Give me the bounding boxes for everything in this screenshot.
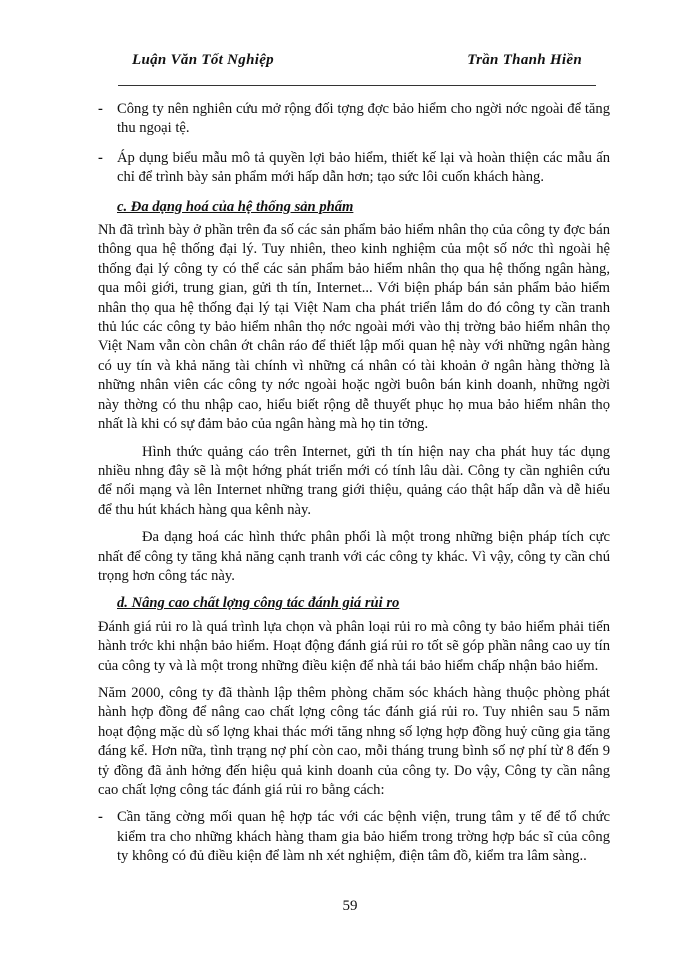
paragraph: Hình thức quảng cáo trên Internet, gửi th tín hiện nay cha phát huy tác dụng nhiều nhng đây sẽ là một hớng phát triển mới có tính lâu dài. Công ty cần nghiên cứu để nối mạng và lên Internet những trang giới thiệu, quảng cáo thật hấp dẫn và dễ hiểu để thu hút khách hàng qua kênh này.	[98, 443, 610, 518]
header-author-name: Trần Thanh Hiền	[467, 52, 582, 68]
paragraph: Đa dạng hoá các hình thức phân phối là một trong những biện pháp tích cực nhất để công ty tăng khả năng cạnh tranh với các công ty khác. Vì vậy, công ty cần chú trọng hơn công tác này.	[98, 529, 610, 584]
page-body	[98, 100, 610, 877]
bullet-text: Công ty nên nghiên cứu mở rộng đối tợng đợc bảo hiểm cho ngời nớc ngoài để tăng thu ngoại tệ.	[117, 101, 610, 137]
header-divider	[118, 85, 596, 86]
paragraph: Năm 2000, công ty đã thành lập thêm phòng chăm sóc khách hàng thuộc phòng phát hành hợp đồng để nâng cao chất lợng công tác đánh giá rủi ro. Tuy nhiên sau 5 năm hoạt động mặc dù số lợng khai thác mới tăng nhng số lợng hợp đồng huỷ cũng gia tăng đáng kể. Hơn nữa, tình trạng nợ phí còn cao, mỗi tháng trung bình số nợ phí từ 8 đến 9 tỷ đồng đã ảnh hởng đến hiệu quả kinh doanh của công ty. Do vậy, Công ty cần nâng cao chất lợng công tác đánh giá rủi ro bằng cách:	[98, 684, 610, 798]
section-heading-c: c. Đa dạng hoá của hệ thống sản phẩm	[117, 198, 354, 215]
page-header	[118, 52, 596, 78]
paragraph: Đánh giá rủi ro là quá trình lựa chọn và phân loại rủi ro mà công ty bảo hiểm phải tiến hành trớc khi nhận bảo hiểm. Hoạt động đánh giá rủi ro tốt sẽ góp phần nâng cao uy tín của công ty và là một trong những điều kiện để nhà tái bảo hiểm chấp nhận bảo hiểm.	[98, 618, 610, 674]
paragraph: Nh đã trình bày ở phần trên đa số các sản phẩm bảo hiểm nhân thọ của công ty đợc bán thông qua hệ thống đại lý. Tuy nhiên, theo kinh nghiệm của một số nớc thì ngoài hệ thống đại lý công ty có thể các sản phẩm bảo hiểm nhân thọ qua hệ thống ngân hàng, qua môi giới, trung gian, gửi th tín, Internet... Với biện pháp bán sản phẩm bảo hiểm nhân thọ qua hệ thống đại lý tại Việt Nam cha phát triển lắm do đó công ty cần tranh thủ lúc các công ty bảo hiểm nhân thọ nớc ngoài mới vào thị trờng bảo hiểm nhân thọ Việt Nam vẫn còn chân ớt chân ráo để thiết lập mối quan hệ này với những ngân hàng có uy tín và khả năng tài chính vì những cá nhân có tài khoản ở ngân hàng thờng là những nhân viên các công ty nớc ngoài hoặc ngời buôn bán kinh doanh, những ngời này thờng có thu nhập cao, hiểu biết rộng dễ thuyết phục họ mua bảo hiểm nhân thọ nhất là khi có sự đảm bảo của ngân hàng mà họ tin tởng.	[98, 222, 610, 433]
bullet-text: Áp dụng biểu mẫu mô tả quyền lợi bảo hiểm, thiết kế lại và hoàn thiện các mẫu ấn chỉ để trình bày sản phẩm mới hấp dẫn hơn; tạo sức lôi cuốn khách hàng.	[117, 149, 610, 186]
bullet-item	[98, 808, 610, 866]
bullet-text: Cần tăng cờng mối quan hệ hợp tác với các bệnh viện, trung tâm y tế để tổ chức kiểm tra cho những khách hàng tham gia bảo hiểm trong trờng hợp bác sĩ của công ty không có đủ điều kiện để làm nh xét nghiệm, điện tâm đồ, kiểm tra lâm sàng..	[117, 809, 610, 865]
bullet-dash-icon: -	[98, 149, 103, 166]
bullet-dash-icon: -	[98, 101, 103, 117]
header-thesis-title: Luận Văn Tốt Nghiệp	[132, 52, 274, 68]
bullet-item	[98, 100, 610, 139]
section-heading-d: d. Nâng cao chất lợng công tác đánh giá rủi ro	[117, 595, 400, 612]
page-number: 59	[342, 898, 358, 914]
bullet-dash-icon: -	[98, 809, 103, 826]
bullet-item	[98, 149, 610, 188]
